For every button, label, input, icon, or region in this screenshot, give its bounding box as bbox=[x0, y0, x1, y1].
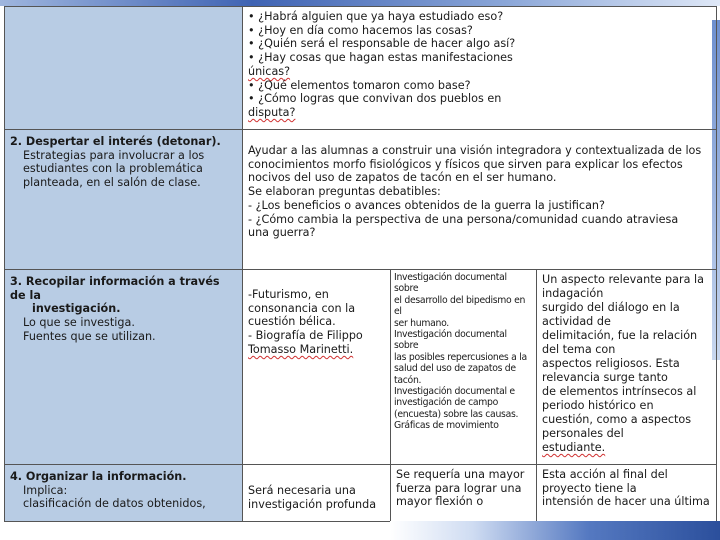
cell-line: estudiante. bbox=[542, 441, 606, 454]
cell-line: consonancia con la bbox=[248, 301, 356, 315]
cell-line: Investigación documental sobre bbox=[394, 329, 507, 352]
cell-line: Será necesaria una bbox=[248, 484, 356, 497]
cell-line: las posibles repercusiones a la bbox=[394, 351, 527, 363]
table-row bbox=[5, 465, 717, 522]
cell-line: surgido del diálogo en la bbox=[542, 301, 680, 314]
cell-line: proyecto tiene la bbox=[542, 481, 637, 495]
cell-line: tacón. bbox=[394, 374, 422, 386]
stage-description: Estrategias para involucrar a los bbox=[23, 148, 205, 162]
cell-line: -Futurismo, en bbox=[248, 288, 329, 301]
strategy-line: una guerra? bbox=[248, 226, 316, 240]
cell-line: actividad de bbox=[542, 315, 611, 328]
question-line: • ¿Habrá alguien que ya haya estudiado eso? bbox=[248, 10, 504, 23]
footer-decoration-swoosh bbox=[390, 521, 720, 540]
stage-title: 3. Recopilar información a través de la bbox=[10, 275, 220, 302]
question-line: • ¿Hay cosas que hagan estas manifestaciones bbox=[248, 51, 513, 65]
stage-title: investigación. bbox=[32, 302, 121, 316]
question-line: disputa? bbox=[248, 105, 296, 119]
stage-description: Lo que se investiga. bbox=[23, 316, 135, 330]
cell-line: Tomasso Marinetti. bbox=[248, 342, 354, 356]
organize-col4-cell bbox=[537, 465, 717, 522]
cell-line: investigación profunda bbox=[248, 497, 377, 511]
organize-col2-cell bbox=[243, 465, 391, 522]
stage-title: 4. Organizar la información. bbox=[10, 470, 187, 483]
stage-cell-empty bbox=[5, 7, 243, 130]
cell-line: salud del uso de zapatos de bbox=[394, 363, 516, 375]
cell-line: indagación bbox=[542, 287, 604, 300]
cell-line: intensión de hacer una última bbox=[542, 495, 710, 509]
table-row bbox=[5, 270, 717, 465]
cell-line: Investigación documental e bbox=[394, 386, 515, 398]
strategy-line: - ¿Cómo cambia la perspectiva de una persona/comunidad cuando atraviesa bbox=[248, 212, 679, 226]
cell-line: ser humano. bbox=[394, 317, 449, 329]
research-topic-cell bbox=[243, 270, 391, 465]
cell-line: de elementos intrínsecos al bbox=[542, 385, 697, 398]
project-stages-table bbox=[4, 6, 717, 522]
cell-line: delimitación, fue la relación bbox=[542, 329, 698, 342]
question-line: únicas? bbox=[248, 64, 291, 78]
cell-line: relevancia surge tanto bbox=[542, 371, 668, 384]
cell-line: (encuesta) sobre las causas. bbox=[394, 408, 519, 420]
cell-line: Investigación documental sobre bbox=[394, 272, 507, 295]
cell-line: Se requería una mayor bbox=[396, 468, 525, 481]
stage-title: 2. Despertar el interés (detonar). bbox=[10, 135, 221, 148]
stage-4-cell bbox=[5, 465, 243, 522]
strategy-line: - ¿Los beneficios o avances obtenidos de la guerra la justifican? bbox=[248, 198, 605, 212]
cell-line: el desarrollo del bipedismo en el bbox=[394, 294, 526, 318]
cell-line: cuestión, como a aspectos bbox=[542, 413, 692, 426]
strategy-line: conocimientos morfo fisiológicos y físicos que sirven para explicar los efectos bbox=[248, 157, 683, 171]
strategy-line: Se elaboran preguntas debatibles: bbox=[248, 185, 441, 199]
question-line: • ¿Qué elementos tomaron como base? bbox=[248, 78, 471, 92]
strategy-line: nocivos del uso de zapatos de tacón en el ser humano. bbox=[248, 171, 557, 185]
cell-line: personales del bbox=[542, 427, 624, 440]
cell-line: Gráficas de movimiento bbox=[394, 420, 499, 432]
cell-line: aspectos religiosos. Esta bbox=[542, 357, 680, 370]
cell-line: cuestión bélica. bbox=[248, 315, 336, 329]
cell-line: periodo histórico en bbox=[542, 399, 654, 412]
strategy-line: Ayudar a las alumnas a construir una visión integradora y contextualizada de los bbox=[248, 144, 702, 157]
question-line: • ¿Quién será el responsable de hacer algo así? bbox=[248, 37, 516, 51]
cell-line: Un aspecto relevante para la bbox=[542, 273, 704, 286]
question-line: • ¿Hoy en día como hacemos las cosas? bbox=[248, 23, 473, 37]
guiding-questions-cell bbox=[243, 7, 717, 130]
research-relevance-cell bbox=[537, 270, 717, 465]
cell-line: fuerza para lograr una bbox=[396, 481, 522, 495]
stage-description: clasificación de datos obtenidos, bbox=[23, 497, 206, 511]
stage-description: estudiantes con la problemática bbox=[23, 162, 203, 176]
cell-line: investigación de campo bbox=[394, 397, 499, 409]
cell-line: mayor flexión o bbox=[396, 495, 484, 509]
stage-description: Implica: bbox=[23, 483, 68, 497]
stage-description: planteada, en el salón de clase. bbox=[23, 176, 201, 190]
organize-col3-cell bbox=[391, 465, 537, 522]
cell-line: - Biografía de Filippo bbox=[248, 329, 363, 343]
cell-line: del tema con bbox=[542, 343, 616, 356]
table-row bbox=[5, 7, 717, 130]
stage-3-cell bbox=[5, 270, 243, 465]
stage-2-cell bbox=[5, 130, 243, 270]
question-line: • ¿Cómo logras que convivan dos pueblos en bbox=[248, 92, 502, 106]
cell-line: Esta acción al final del bbox=[542, 468, 668, 481]
table-row bbox=[5, 130, 717, 270]
interest-strategy-cell bbox=[243, 130, 717, 270]
stage-description: Fuentes que se utilizan. bbox=[23, 329, 156, 343]
research-sources-cell bbox=[391, 270, 537, 465]
